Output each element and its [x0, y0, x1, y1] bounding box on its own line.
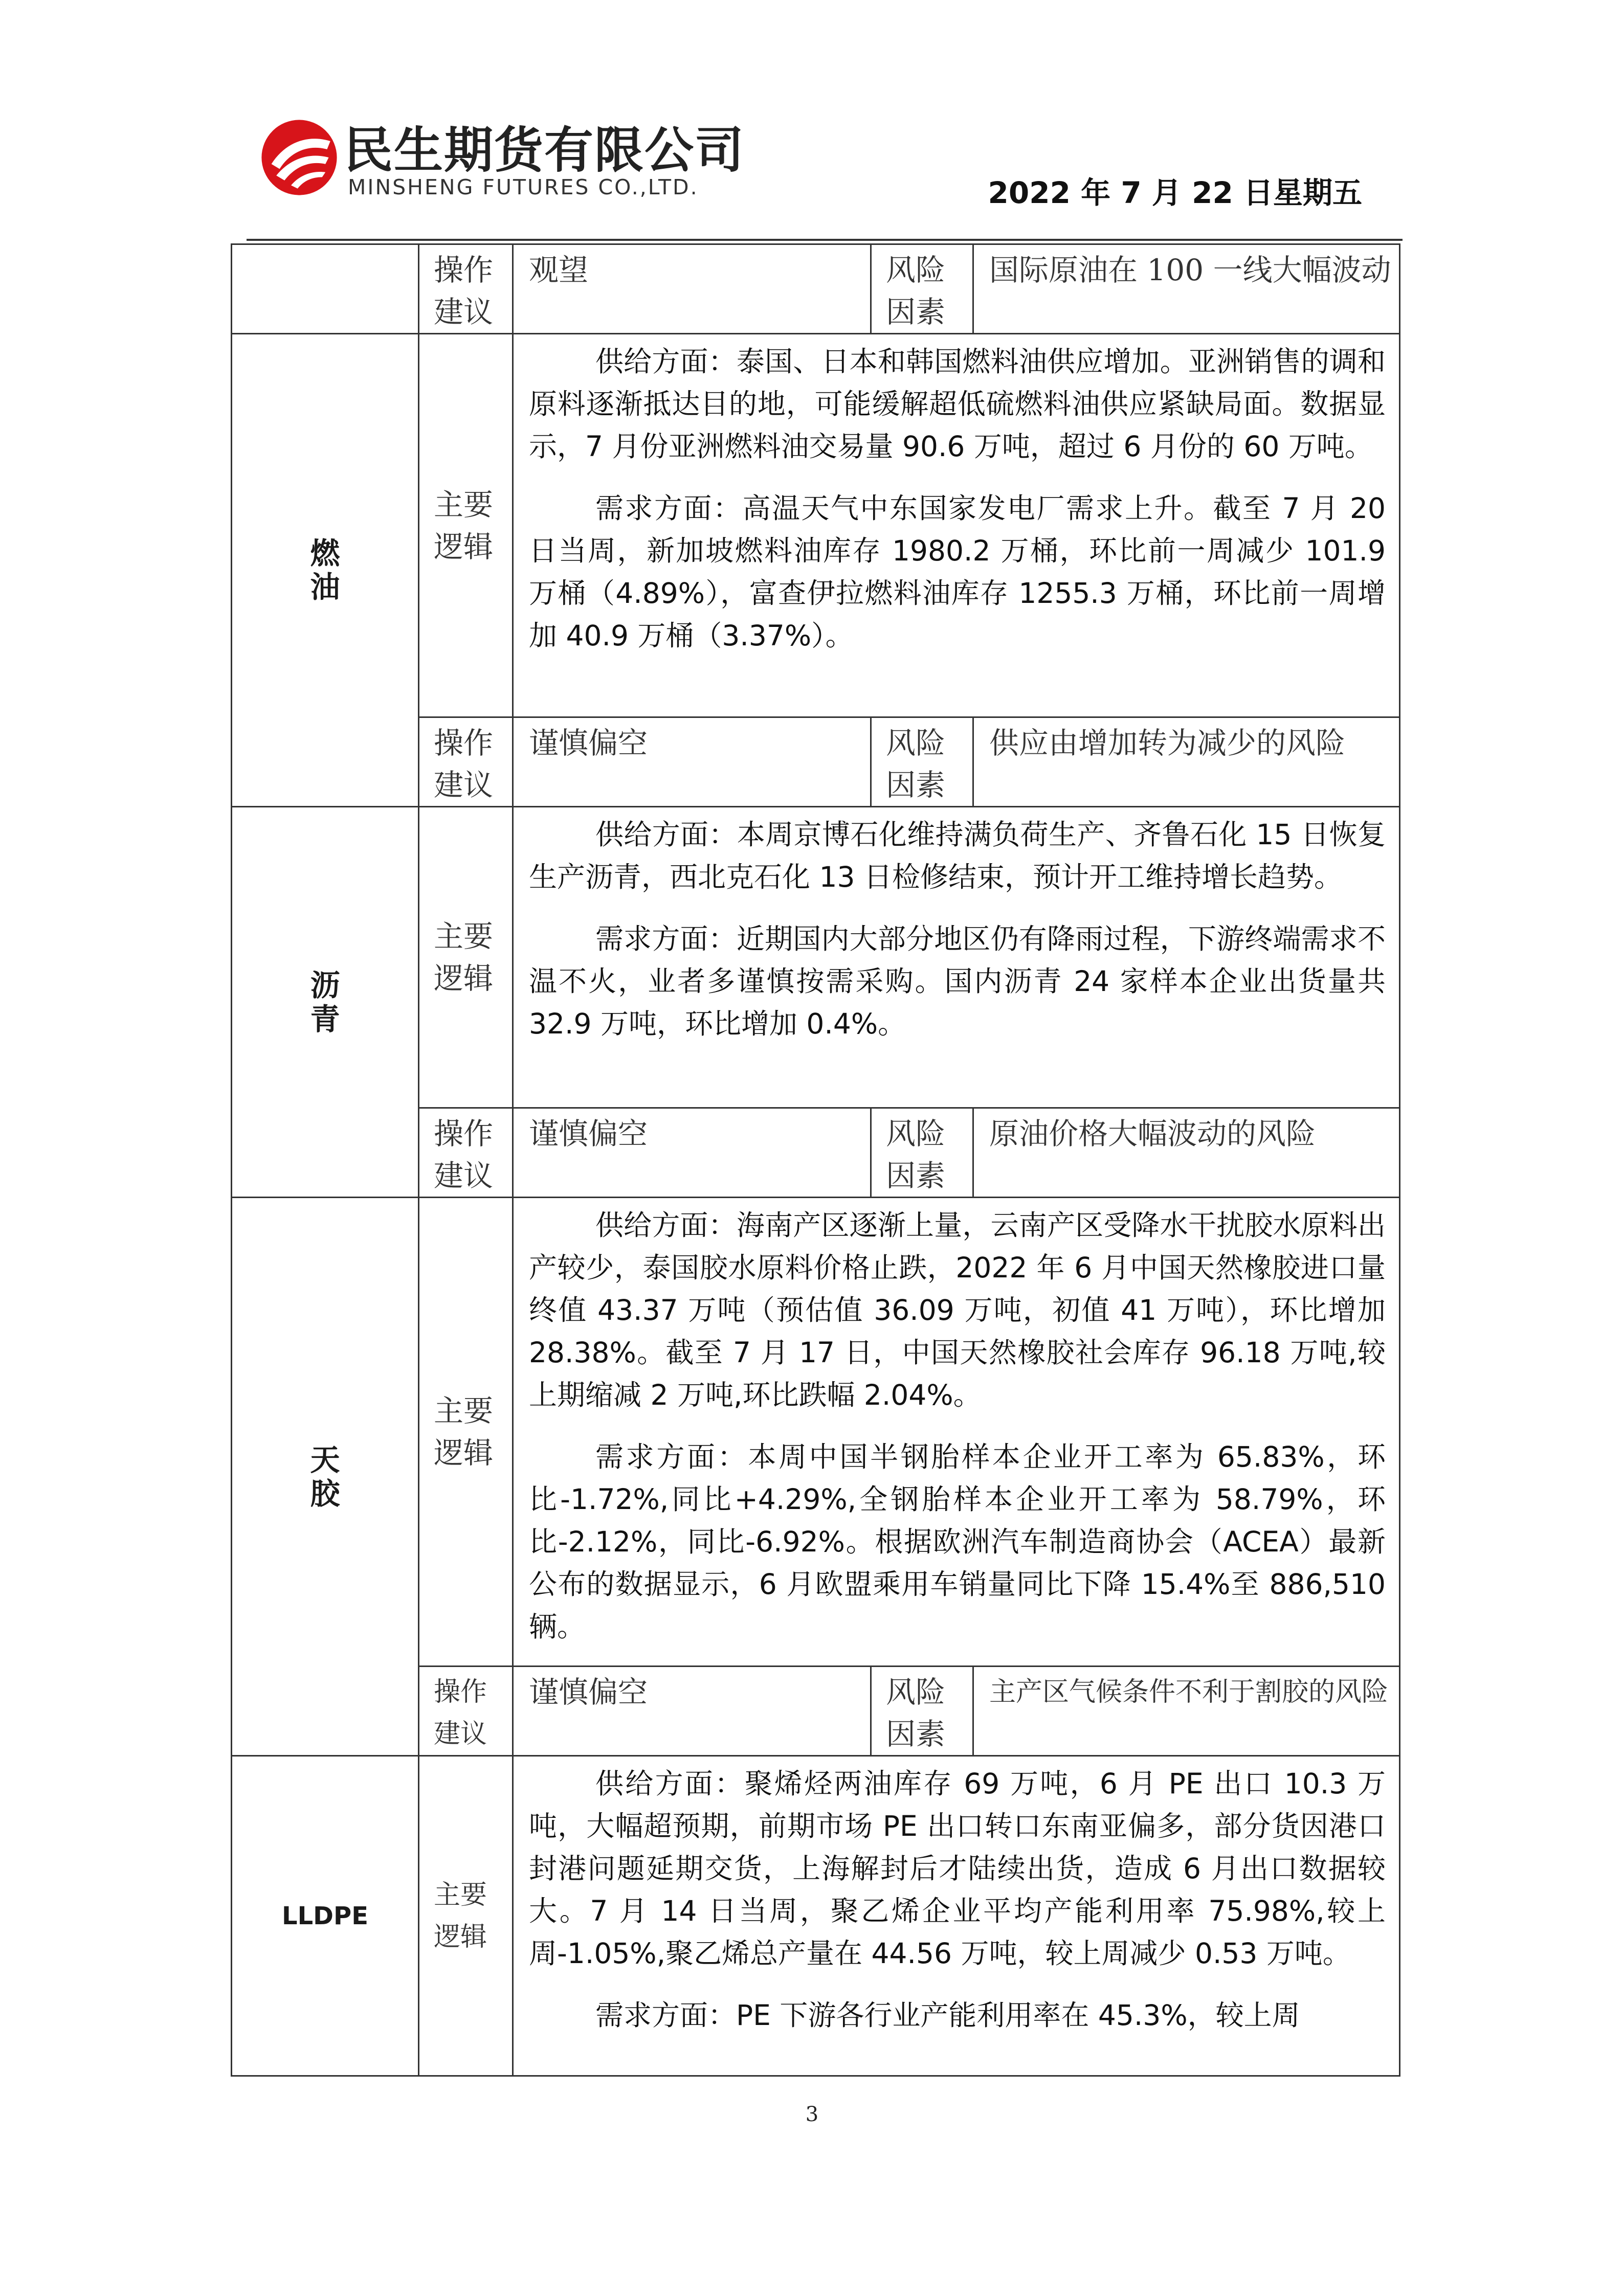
strategy-table [231, 243, 1400, 2077]
minsheng-logo-icon [258, 117, 340, 198]
logic-text [513, 334, 1400, 717]
logic-label: 主要逻辑 [419, 1198, 513, 1667]
supply-paragraph: 供给方面：本周京博石化维持满负荷生产、齐鲁石化 15 日恢复生产沥青，西北克石化 13 日检修结束，预计开工维持增长趋势。 [529, 818, 1386, 893]
risk-value: 供应由增加转为减少的风险 [973, 717, 1400, 807]
demand-paragraph: 需求方面：近期国内大部分地区仍有降雨过程，下游终端需求不温不火，业者多谨慎按需采购。国内沥青 24 家样本企业出货量共 32.9 万吨，环比增加 0.4%。 [529, 922, 1386, 1040]
action-value: 谨慎偏空 [513, 1667, 871, 1756]
product-asphalt [232, 807, 419, 1198]
action-label: 操作建议 [419, 1667, 513, 1756]
table-row-rubber-logic [232, 1198, 1400, 1667]
product-fuel-oil [232, 334, 419, 807]
demand-paragraph: 需求方面：高温天气中东国家发电厂需求上升。截至 7 月 20 日当周，新加坡燃料油库存 1980.2 万桶，环比前一周减少 101.9 万桶（4.89%），富查伊拉燃料油库存 1255.3 万桶，环比前一周增加 40.9 万桶（3.37%）。 [529, 492, 1386, 652]
action-label: 操作建议 [419, 1108, 513, 1198]
action-value: 谨慎偏空 [513, 1108, 871, 1198]
logic-label: 主要逻辑 [419, 1756, 513, 2076]
report-date: 2022 年 7 月 22 日星期五 [988, 175, 1362, 210]
supply-paragraph: 供给方面：聚烯烃两油库存 69 万吨，6 月 PE 出口 10.3 万吨，大幅超预期，前期市场 PE 出口转口东南亚偏多，部分货因港口封港问题延期交货，上海解封后才陆续出货，造成 6 月出口数据较大。7 月 14 日当周，聚乙烯企业平均产能利用率 75.98%,较上周-1.05%,聚乙烯总产量在 44.56 万吨，较上周减少 0.53 万吨。 [529, 1767, 1386, 1970]
risk-value: 国际原油在 100 一线大幅波动 [973, 244, 1400, 334]
logic-label: 主要逻辑 [419, 807, 513, 1108]
risk-label: 风险因素 [871, 717, 973, 807]
demand-paragraph: 需求方面：本周中国半钢胎样本企业开工率为 65.83%，环比-1.72%,同比+4.29%,全钢胎样本企业开工率为 58.79%，环比-2.12%，同比-6.92%。根据欧洲汽车制造商协会（ACEA）最新公布的数据显示，6 月欧盟乘用车销量同比下降 15.4%至 886,510 辆。 [529, 1440, 1386, 1643]
table-row-lldpe-logic [232, 1756, 1400, 2076]
logic-label: 主要逻辑 [419, 334, 513, 717]
product-cell-empty [232, 244, 419, 334]
action-label: 操作建议 [419, 717, 513, 807]
header-divider [247, 239, 1403, 241]
page-number: 3 [805, 2103, 819, 2126]
risk-label: 风险因素 [871, 1108, 973, 1198]
risk-label: 风险因素 [871, 244, 973, 334]
demand-paragraph: 需求方面：PE 下游各行业产能利用率在 45.3%，较上周 [595, 1999, 1300, 2032]
product-lldpe: LLDPE [232, 1756, 419, 2076]
risk-value: 主产区气候条件不利于割胶的风险 [973, 1667, 1400, 1756]
action-label: 操作建议 [419, 244, 513, 334]
action-value: 谨慎偏空 [513, 717, 871, 807]
table-row-carryover [232, 244, 1400, 334]
table-row-asphalt-logic [232, 807, 1400, 1108]
product-name: 沥青 [310, 967, 340, 1037]
supply-paragraph: 供给方面：海南产区逐渐上量，云南产区受降水干扰胶水原料出产较少，泰国胶水原料价格止跌，2022 年 6 月中国天然橡胶进口量终值 43.37 万吨（预估值 36.09 万吨，初值 41 万吨），环比增加 28.38%。截至 7 月 17 日，中国天然橡胶社会库存 96.18 万吨,较上期缩减 2 万吨,环比跌幅 2.04%。 [529, 1209, 1386, 1411]
company-name-cn: 民生期货有限公司 [344, 122, 745, 179]
risk-value: 原油价格大幅波动的风险 [973, 1108, 1400, 1198]
page-header [0, 0, 1624, 240]
action-value: 观望 [513, 244, 871, 334]
logic-text [513, 1756, 1400, 2076]
risk-label: 风险因素 [871, 1667, 973, 1756]
product-name: 燃油 [310, 536, 340, 604]
product-natural-rubber [232, 1198, 419, 1756]
supply-paragraph: 供给方面：泰国、日本和韩国燃料油供应增加。亚洲销售的调和原料逐渐抵达目的地，可能缓解超低硫燃料油供应紧缺局面。数据显示，7 月份亚洲燃料油交易量 90.6 万吨，超过 6 月份的 60 万吨。 [529, 345, 1386, 463]
company-name-en: MINSHENG FUTURES CO.,LTD. [348, 175, 699, 199]
table-row-fuel-logic [232, 334, 1400, 717]
logic-text [513, 1198, 1400, 1667]
product-name: 天胶 [310, 1442, 340, 1511]
logic-text [513, 807, 1400, 1108]
